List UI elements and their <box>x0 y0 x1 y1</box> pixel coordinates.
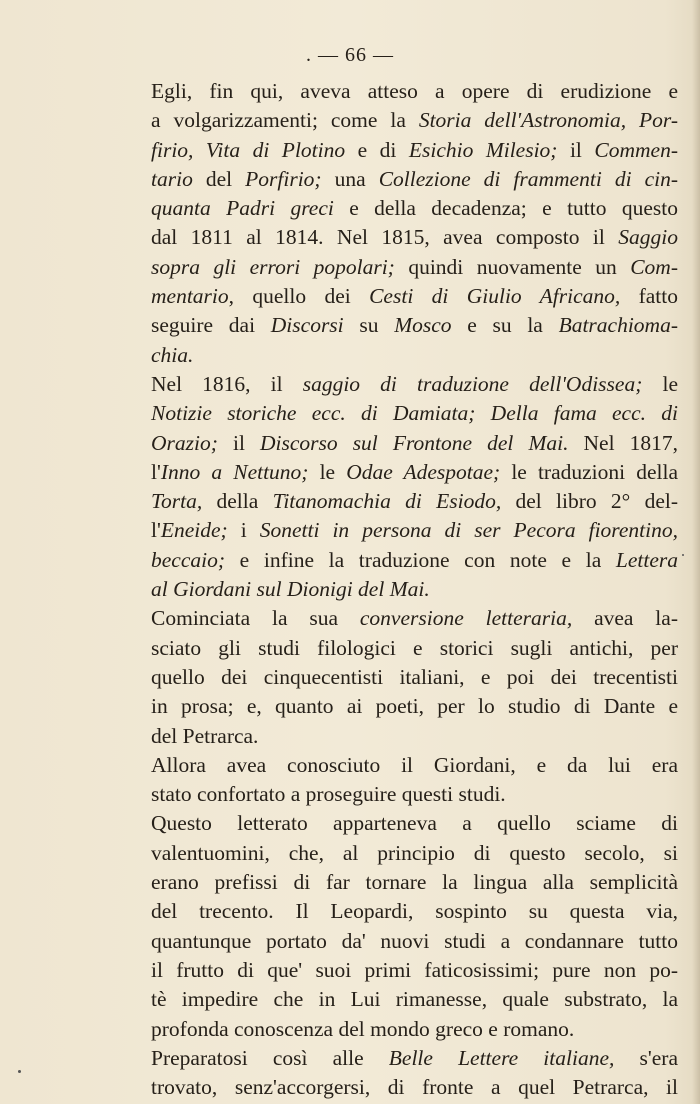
paragraph-5 <box>119 809 678 1043</box>
paragraph-6 <box>119 1044 678 1103</box>
text-line: mentario, quello dei Cesti di Giulio Africano, fatto <box>151 284 679 309</box>
body-text <box>119 77 678 1102</box>
print-speck <box>682 554 684 556</box>
text-line: quanta Padri greci e della decadenza; e tutto questo <box>151 196 679 221</box>
text-line: Notizie storiche ecc. di Damiata; Della fama ecc. di <box>151 401 678 426</box>
text-line: a volgarizzamenti; come la Storia dell'Astronomia, Por- <box>151 108 678 133</box>
paragraph-4 <box>119 751 678 810</box>
text-line: in prosa; e, quanto ai poeti, per lo studio di Dante e <box>151 694 678 719</box>
text-line: firio, Vita di Plotino e di Esichio Milesio; il Commen- <box>151 137 678 162</box>
text-line: trovato, senz'accorgersi, di fronte a quel Petrarca, il <box>151 1075 678 1100</box>
text-line: al Giordani sul Dionigi del Mai. <box>151 577 430 602</box>
text-line: tario del Porfirio; una Collezione di frammenti di cin- <box>151 166 678 191</box>
text-line: Allora avea conosciuto il Giordani, e da lui era <box>151 752 678 777</box>
text-line: l'Inno a Nettuno; le Odae Adespotae; le traduzioni della <box>151 459 678 484</box>
text-line: chia. <box>151 342 194 367</box>
text-line: il frutto di que' suoi primi faticosissimi; pure non po- <box>151 957 678 982</box>
text-line: Questo letterato apparteneva a quello sciame di <box>151 811 678 836</box>
text-line: Cominciata la sua conversione letteraria, avea la- <box>151 606 678 631</box>
text-line: Preparatosi così alle Belle Lettere italiane, s'era <box>151 1045 678 1070</box>
text-line: profonda conoscenza del mondo greco e romano. <box>151 1016 575 1041</box>
text-line: Orazio; il Discorso sul Frontone del Mai. Nel 1817, <box>151 430 678 455</box>
text-line: beccaio; e infine la traduzione con note e la Lettera <box>151 547 678 572</box>
text-line: sopra gli errori popolari; quindi nuovamente un Com- <box>151 254 678 279</box>
print-speck <box>18 1070 21 1073</box>
page-number-header: . — 66 — <box>306 44 394 66</box>
paragraph-2 <box>119 370 678 604</box>
paragraph-1 <box>119 77 678 370</box>
text-line: del Petrarca. <box>151 723 259 748</box>
paragraph-3 <box>119 604 678 750</box>
text-line: sciato gli studi filologici e storici sugli antichi, per <box>151 635 678 660</box>
text-line: valentuomini, che, al principio di questo secolo, si <box>151 840 678 865</box>
text-line: Nel 1816, il saggio di traduzione dell'Odissea; le <box>151 371 678 396</box>
text-line: dal 1811 al 1814. Nel 1815, avea composto il Saggio <box>151 225 678 250</box>
text-line: Torta, della Titanomachia di Esiodo, del libro 2° del- <box>151 489 678 514</box>
text-line: erano prefissi di far tornare la lingua alla semplicità <box>151 870 678 895</box>
text-line: seguire dai Discorsi su Mosco e su la Batrachioma- <box>151 313 678 338</box>
page-edge-shadow <box>692 0 700 1104</box>
text-line: l'Eneide; i Sonetti in persona di ser Pecora fiorentino, <box>151 518 678 543</box>
text-line: tè impedire che in Lui rimanesse, quale substrato, la <box>151 987 678 1012</box>
text-line: stato confortato a proseguire questi studi. <box>151 782 506 807</box>
text-line: Egli, fin qui, aveva atteso a opere di erudizione e <box>151 79 678 103</box>
text-line: del trecento. Il Leopardi, sospinto su questa via, <box>151 899 678 924</box>
text-line: quantunque portato da' nuovi studi a condannare tutto <box>151 928 678 953</box>
text-line: quello dei cinquecentisti italiani, e poi dei trecentisti <box>151 664 678 689</box>
